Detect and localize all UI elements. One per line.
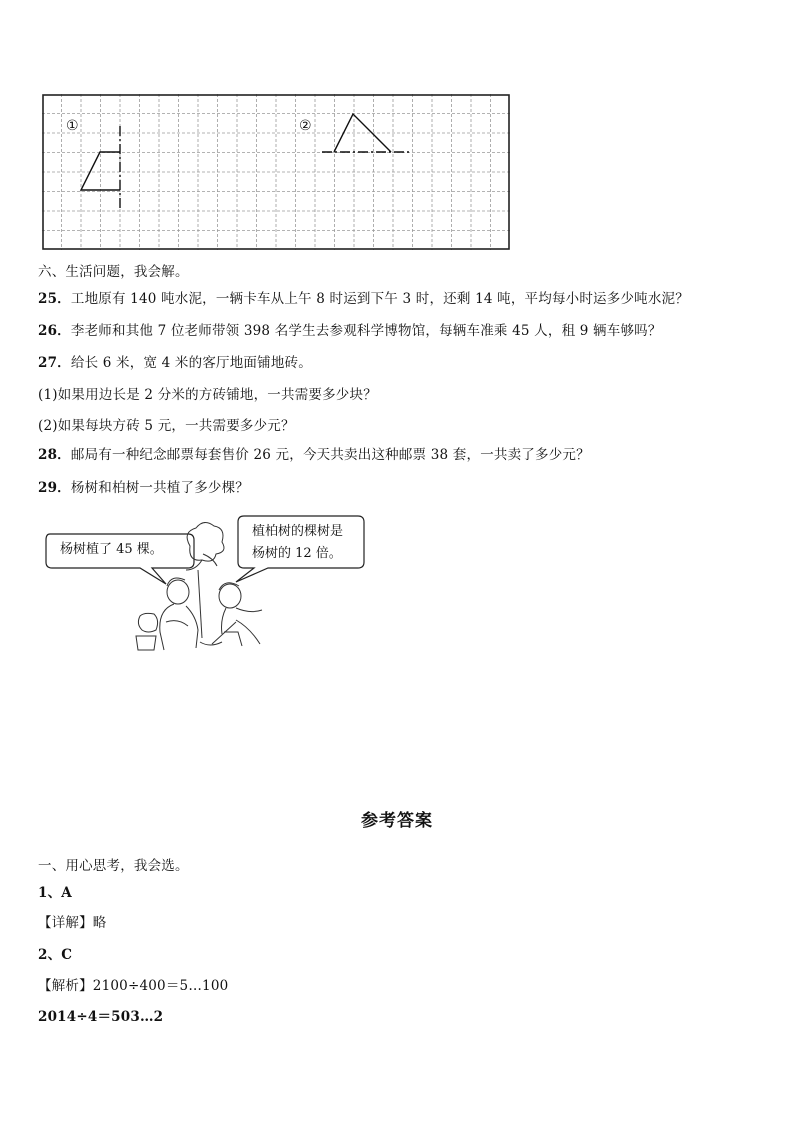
question-27-part-2: (2)如果每块方砖 5 元，一共需要多少元？ (38, 418, 295, 434)
question-27: 27．给长 6 米，宽 4 米的客厅地面铺地砖。 (38, 355, 312, 371)
tree-planting-illustration (40, 510, 380, 665)
answer-section-heading: 一、用心思考，我会选。 (38, 858, 189, 874)
answer-2-analysis: 【解析】2100÷400＝5…100 (38, 978, 229, 994)
figure-label-1: ① (66, 118, 79, 134)
answer-1-detail: 【详解】略 (38, 915, 107, 931)
question-28: 28．邮局有一种纪念邮票每套售价 26 元，今天共卖出这种邮票 38 套，一共卖了多少元？ (38, 447, 590, 463)
answers-title: 参考答案 (361, 811, 433, 831)
section-heading: 六、生活问题，我会解。 (38, 264, 189, 280)
grid-figure (42, 94, 510, 250)
answer-2: 2、C (38, 947, 73, 963)
bubble-left-text: 杨树植了 45 棵。 (60, 542, 163, 557)
answer-1: 1、A (38, 885, 72, 901)
question-25: 25．工地原有 140 吨水泥，一辆卡车从上午 8 时运到下午 3 时，还剩 14 吨，平均每小时运多少吨水泥？ (38, 291, 689, 307)
figure-label-2: ② (299, 118, 312, 134)
question-26: 26．李老师和其他 7 位老师带领 398 名学生去参观科学博物馆，每辆车准乘 45 人，租 9 辆车够吗？ (38, 323, 662, 339)
answer-2-calc: 2014÷4＝503…2 (38, 1009, 164, 1025)
child-left-icon (136, 578, 198, 650)
child-right-icon (200, 583, 262, 646)
question-29: 29．杨树和柏树一共植了多少棵？ (38, 480, 249, 496)
bubble-right-text-line2: 杨树的 12 倍。 (252, 546, 342, 561)
question-27-part-1: (1)如果用边长是 2 分米的方砖铺地，一共需要多少块？ (38, 387, 377, 403)
bubble-right-text-line1: 植柏树的棵树是 (252, 524, 344, 539)
